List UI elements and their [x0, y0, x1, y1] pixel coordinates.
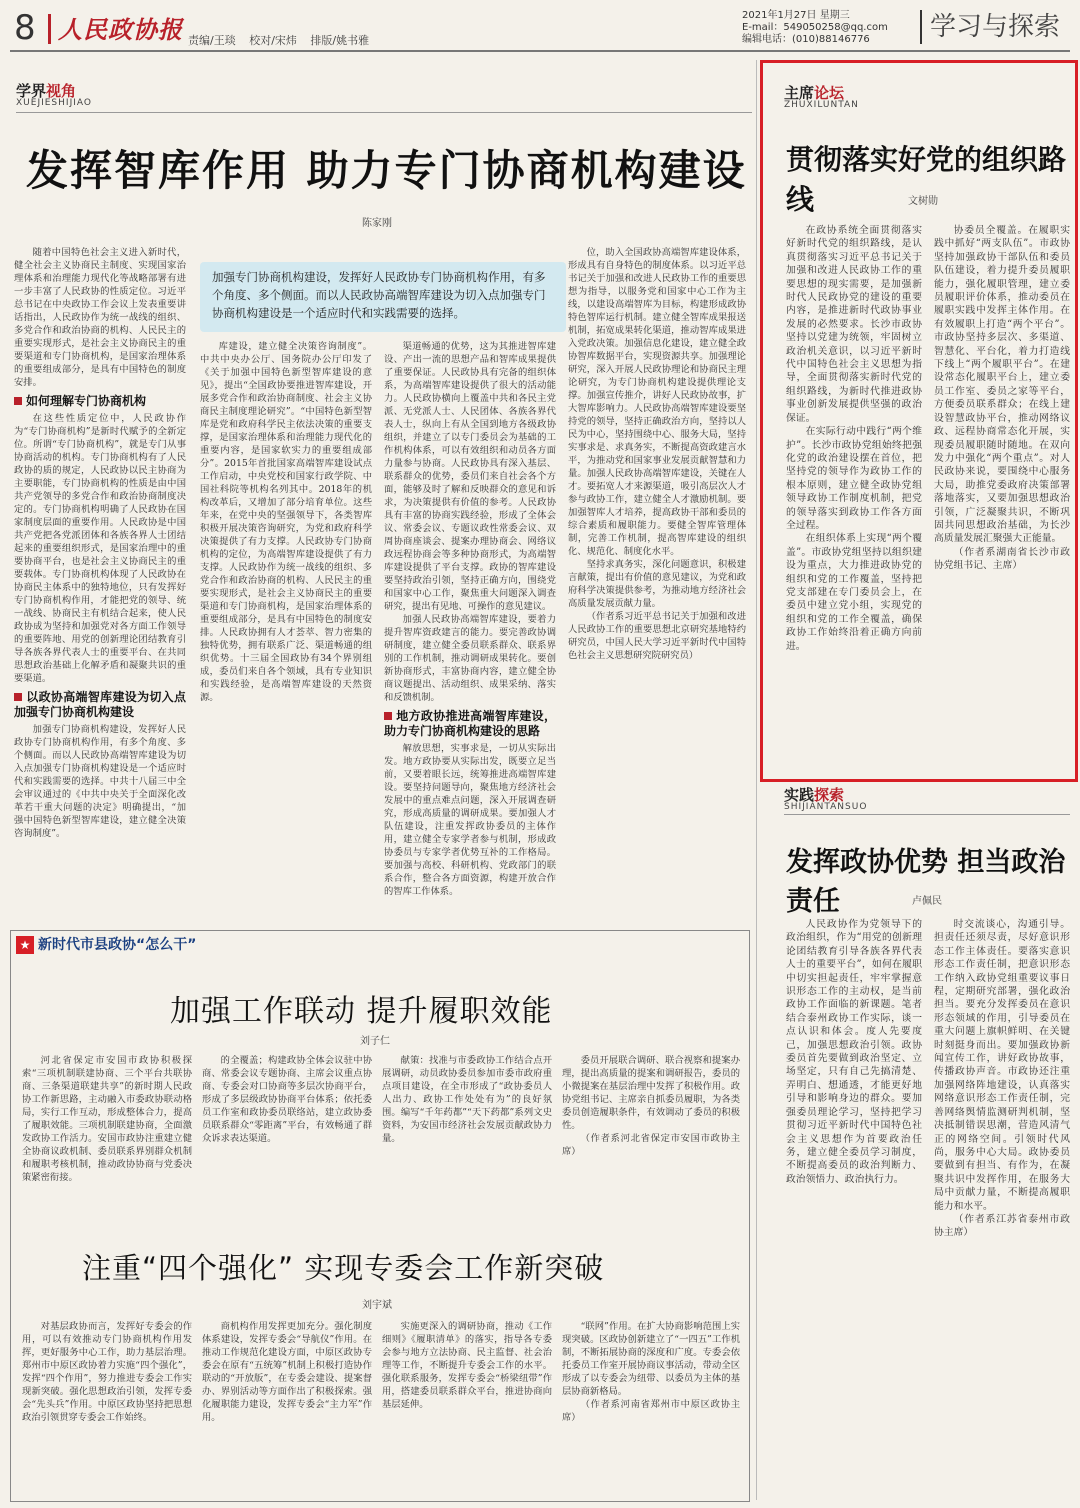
page-number: 8: [14, 8, 36, 48]
publication-date: 2021年1月27日 星期三: [742, 10, 850, 21]
article-byline: 刘宇斌: [362, 1300, 392, 1311]
paragraph: 协委员全覆盖。在履职实践中抓好“两支队伍”。市政协坚持加强政协干部队伍和委员队伍建设，着力提升委员履职能力，强化履职管理，建立委员履职评价体系，推动委员在履职实践中发挥主体作用。在有效履职上打造“两个平台”。市政协坚持多层次、多渠道、智慧化、平台化，着力打造线下线上“两个履职平台”。在建设常态化履职平台上，建立委员工作室、委员之家等平台，方便委员联系群众；在线上建设智慧政协平台，推动网络议政、远程协商常态化开展，实现委员履职随时随地。在双向发力中强化“两个重点”。对人民政协来说，要围绕中心服务大局，助推党委政府决策部署落地落实，又要加强思想政治引领，广泛凝聚共识，不断巩固共同思想政治基础，为长沙高质量发展汇聚强大正能量。: [934, 225, 1070, 545]
bullet-square-icon: [384, 712, 392, 720]
article-headline: 发挥智库作用 助力专门协商机构建设: [26, 146, 747, 195]
article-column: [14, 246, 186, 906]
flag-icon: ★: [16, 936, 34, 954]
article-headline: 贯彻落实好党的组织路线: [786, 143, 1067, 216]
paragraph: 在这些性质定位中，人民政协作为“专门协商机构”是新时代赋予的全新定位。所谓“专门协商机构”，就是专门从事协商活动的机构。专门协商机构有了人民政协的质的规定，人民政协以民主协商为主要职能，专门协商机构的性质是由中国共产党领导的多党合作和政治协商制度决定的。专门协商机构明确了人民政协在国家制度层面的重要作用。人民政协是中国共产党把各党派团体和各族各界人士团结起来的重要组织形式，是国家治理中的重要协商平台，也是社会主义协商民主的重要载体。专门协商机构体现了人民政协在协商民主体系中的独特地位，只有发挥好专门协商机构作用，才能把党的领导、统一战线、协商民主有机结合起来，使人民政协成为坚持和加强党对各方面工作领导的重要阵地、用党的创新理论团结教育引导各族各界代表人士的重要平台、在共同思想政治基础上化解矛盾和凝聚共识的重要渠道。: [14, 413, 186, 684]
author-note: （作者系湖南省长沙市政协党组书记、主席）: [934, 546, 1070, 572]
subheading: 以政协高端智库建设为切入点加强专门协商机构建设: [14, 690, 186, 719]
article-column: [934, 918, 1070, 1502]
author-note: （作者系河北省保定市安国市政协主席）: [562, 1133, 740, 1157]
article-byline: 卢佩民: [912, 896, 942, 907]
publication-info: [742, 10, 888, 46]
masthead-rule: [10, 50, 1070, 52]
section-rule: [16, 112, 752, 113]
article-headline: 注重“四个强化” 实现专委会工作新突破: [82, 1251, 605, 1285]
contact-email: E-mail：549050258@qq.com: [742, 22, 888, 33]
paragraph: 解放思想，实事求是，一切从实际出发。地方政协要从实际出发，既要立足当前，又要着眼长远，统筹推进高端智库建设。要坚持问题导向，聚焦地方经济社会发展中的重点难点问题，深入开展调查研究，形成高质量的调研成果。要加强人才队伍建设，注重发挥政协委员的主体作用，建立健全专家学者参与机制，形成政协委员与专家学者优势互补的工作格局。要加强与高校、科研机构、党政部门的联系合作，整合各方面资源，构建开放合作的智库工作体系。: [384, 743, 556, 897]
section-pinyin-shijian: SHIJIANTANSUO: [784, 802, 868, 812]
bullet-square-icon: [14, 397, 22, 405]
article-byline: 陈家刚: [362, 218, 392, 229]
paragraph: 献策：找准与市委政协工作结合点开展调研，动员政协委员参加市委市政府重点项目建设，在全市形成了“政协委员人人出力、政协工作处处有为”的良好氛围。编写“千年药都”“天下药都”系列文史资料，为安国市经济社会发展贡献政协力量。: [382, 1055, 552, 1144]
section-label-zhuxi: 主席论坛: [784, 84, 845, 102]
article-byline: 文树勋: [908, 196, 938, 207]
paragraph: 渠道畅通的优势，这为其推进智库建设、产出一流的思想产品和智库成果提供了重要保证。人民政协具有完备的组织体系，为高端智库建设提供了很大的活动能力。人民政协横向上覆盖中共和各民主党派、无党派人士、人民团体、各族各界代表人士，纵向上有从全国到地方各级政协组织，并建立了以专门委员会为基础的工作机构体系，可以有效组织和动员各方面力量参与协商。人民政协具有深入基层、联系群众的优势，委员们来自社会各个方面，能够及时了解和反映群众的意见和诉求，为决策提供有价值的参考。人民政协具有丰富的协商实践经验，形成了全体会议、常委会议、专题议政性常委会议、双周协商座谈会、提案办理协商会、网络议政远程协商会等多种协商形式，为高端智库建设提供了平台支撑。政协的智库建设要坚持政治引领，坚持正确方向，围绕党和国家中心工作，聚焦重大问题深入调查研究，提出有见地、可操作的意见建议。: [384, 341, 556, 612]
paragraph: 委员开展联合调研、联合视察和提案办理，提出高质量的提案和调研报告，委员的小微提案在基层治理中发挥了积极作用。政协党组书记、主席亲自抓委员履职，为各类委员创造履职条件，有效调动了委员的积极性。: [562, 1055, 740, 1131]
section-rule: [784, 814, 1070, 815]
article-headline: 发挥政协优势 担当政治责任: [786, 847, 1066, 917]
paragraph: 坚持求真务实，深化问题意识，积极建言献策，提出有价值的意见建议，为党和政府科学决策提供参考，为推动地方经济社会高质量发展贡献力量。: [568, 559, 746, 609]
paragraph: 人民政协作为党领导下的政治组织，作为“用党的创新理论团结教育引导各族各界代表人士的重要平台”，如何在履职中切实担起责任，牢牢掌握意识形态工作的主动权，是当前政协工作面临的新课题。笔者结合泰州政协工作实际，谈一点认识和体会。度人先要度己，加强思想政治引领。政协委员首先要做到政治坚定、立场坚定，只有自己先搞清楚、弄明白、想通透，才能更好地引导和影响身边的群众。要加强委员理论学习，坚持把学习贯彻习近平新时代中国特色社会主义思想作为首要政治任务，建立健全委员学习制度，不断提高委员的政治判断力、政治领悟力、政治执行力。: [786, 919, 922, 1185]
paragraph: 加强专门协商机构建设，发挥好人民政协专门协商机构作用，有多个角度、多个侧面。而以人民政协高端智库建设为切入点加强专门协商机构建设是一个适应时代和实践需要的选择。中共十八届三中全会审议通过的《中共中央关于全面深化改革若干重大问题的决定》明确提出，“加强中国特色新型智库建设，建立健全决策咨询制度”。: [14, 724, 186, 839]
bullet-square-icon: [14, 693, 22, 701]
paragraph: “联网”作用。在扩大协商影响范围上实现突破。区政协创新建立了“一四五”工作机制，不断拓展协商的深度和广度。专委会依托委员工作室开展协商议事活动，带动全区形成了以专委会为纽带、以委员为主体的基层协商新格局。: [562, 1321, 740, 1397]
article-column: [202, 1054, 372, 1222]
paragraph: 随着中国特色社会主义进入新时代，健全社会主义协商民主制度、实现国家治理体系和治理能力现代化等战略部署有进一步丰富了人民政协的性质定位。习近平总书记在中央政协工作会议上发表重要讲话指出，人民政协作为统一战线的组织、多党合作和政治协商的机构、人民民主的重要实现形式，是社会主义协商民主的重要渠道和专门协商机构，是国家治理体系的重要组成部分，是具有中国特色的制度安排。: [14, 247, 186, 388]
paragraph: 在组织体系上实现“两个覆盖”。市政协党组坚持以组织建设为重点，大力推进政协党的组织和党的工作覆盖，坚持把党支部建在专门委员会上，在委员中建立党小组，实现党的组织和党的工作全覆盖，确保政协工作始终沿着正确方向前进。: [786, 533, 922, 652]
paragraph: 的全覆盖；构建政协全体会议驻中协商、常委会议专题协商、主席会议重点协商、专委会对口协商等多层次协商平台，形成了多层级政协协商平台体系；依托委员工作室和政协委员联络站，建立政协委员联系群众“零距离”平台，有效畅通了群众诉求表达渠道。: [202, 1055, 372, 1144]
paragraph: 位，助入全国政协高端智库建设体系，形成具有自身特色的制度体系。以习近平总书记关于加强和改进人民政协工作的重要思想为指导，以服务党和国家中心工作为主线，以建设高端智库为目标，构建形成政协特色智库运行机制。建立健全智库成果报送机制，拓宽成果转化渠道，推动智库成果进入党政决策。加强信息化建设，建立健全政协智库数据平台，实现资源共享。加强理论研究，深入开展人民政协理论和协商民主理论研究，为专门协商机构建设提供理论支撑。加强宣传推介，讲好人民政协故事，扩大智库影响力。人民政协高端智库建设要坚持党的领导，坚持正确政治方向，坚持以人民为中心，坚持围绕中心、服务大局，坚持实事求是、求真务实，不断提高资政建言水平，为推动党和国家事业发展贡献智慧和力量。加强人民政协高端智库建设，关键在人才。要拓宽人才来源渠道，吸引高层次人才参与政协工作，建立健全人才激励机制。要加强智库人才培养，提高政协干部和委员的综合素质和履职能力。要健全智库管理体制，完善工作机制，提高智库建设的组织化、规范化、制度化水平。: [568, 247, 746, 557]
subheading: 地方政协推进高端智库建设，助力专门协商机构建设的思路: [384, 709, 556, 738]
article-column: [200, 340, 372, 906]
section-title: 学习与探索: [920, 10, 1070, 44]
article-column: [384, 340, 556, 906]
column-divider: [756, 60, 757, 1500]
contact-phone: 编辑电话：(010)88146776: [742, 34, 870, 45]
feature-banner: ★ 新时代市县政协“怎么干”: [16, 934, 196, 958]
newspaper-logo: 人民政协报: [58, 15, 183, 44]
subheading: 如何理解专门协商机构: [14, 394, 186, 409]
article-column: [934, 224, 1070, 760]
author-note: （作者系习近平总书记关于加强和改进人民政协工作的重要思想北京研究基地特约研究员，中国人民大学习近平新时代中国特色社会主义思想研究院研究员）: [568, 611, 746, 661]
article-column: [562, 1054, 740, 1222]
article-column: [382, 1054, 552, 1222]
paragraph: 在实际行动中践行“两个维护”。长沙市政协党组始终把强化党的政治建设摆在首位，把坚持党的领导作为政协工作的根本原则，建立健全政协党组领导政协工作制度机制，把党的领导落实到政协工作各方面全过程。: [786, 426, 922, 531]
article-column: [22, 1320, 192, 1496]
article-column: [202, 1320, 372, 1496]
article-headline: 加强工作联动 提升履职效能: [170, 994, 553, 1029]
paragraph: 对基层政协而言，发挥好专委会的作用，可以有效推动专门协商机构作用发挥，更好服务中心工作，助力基层治理。郑州市中原区政协着力实施“四个强化”，发挥“四个作用”，努力推进专委会工作实现新突破。强化思想政治引领，发挥专委会“先头兵”作用。中原区政协坚持把思想政治引领贯穿专委会工作始终。: [22, 1321, 192, 1423]
section-label-xuejie: 学界视角: [16, 82, 77, 100]
paragraph: 实施更深入的调研协商，推动《工作细则》《履职清单》的落实，指导各专委会参与地方立法协商、民主监督、社会治理等工作，不断提升专委会工作的水平。强化联系服务，发挥专委会“桥梁纽带”作用，搭建委员联系群众平台，推进协商向基层延伸。: [382, 1321, 552, 1410]
author-note: （作者系河南省郑州市中原区政协主席）: [562, 1399, 740, 1423]
article-column: [562, 1320, 740, 1496]
article-byline: 刘子仁: [360, 1036, 390, 1047]
paragraph: 时交流谈心，沟通引导。担责任还须尽责，尽好意识形态工作主体责任。要落实意识形态工作责任制，把意识形态工作纳入政协党组重要议事日程，定期研究部署，强化政治担当。要充分发挥委员在意识形态领域的作用，引导委员在重大问题上旗帜鲜明、在关键时刻挺身而出。要加强政协新闻宣传工作，讲好政协故事，传播政协声音。市政协还注重加强网络阵地建设，认真落实网络意识形态工作责任制，完善网络舆情监测研判机制，坚决抵制错误思潮，营造风清气正的网络空间。引领时代风尚，服务中心大局。政协委员要做到有担当、有作为，在凝聚共识中发挥作用，在服务大局中贡献力量，不断提高履职能力和水平。: [934, 919, 1070, 1212]
section-pinyin-zhuxi: ZHUXILUNTAN: [784, 100, 859, 110]
paragraph: 加强人民政协高端智库建设，要着力提升智库资政建言的能力。要完善政协调研制度，建立健全委员联系群众、联系界别的工作机制，推动调研成果转化。要创新协商形式，丰富协商内容，建立健全协商议题提出、活动组织、成果采纳、落实和反馈机制。: [384, 614, 556, 703]
article-column: [22, 1054, 192, 1222]
paragraph: 在政协系统全面贯彻落实好新时代党的组织路线，是认真贯彻落实习近平总书记关于加强和改进人民政协工作的重要思想的现实需要，是加强新时代人民政协党的建设的重要内容，是推进新时代政协事业发展的必然要求。长沙市政协坚持以党建为统领，牢固树立政治机关意识，以习近平新时代中国特色社会主义思想为指导，全面贯彻落实新时代党的组织路线，为新时代推进政协事业创新发展提供坚强的政治保证。: [786, 225, 922, 424]
article-column: [786, 918, 922, 1502]
paragraph: 商机构作用发挥更加充分。强化制度体系建设，发挥专委会“导航仪”作用。在推动工作规范化建设方面，中原区政协专委会在原有“五统筹”机制上积极打造协作联动的“开放版”，在专委会建设、提案督办、界别活动等方面作出了积极探索。强化履职能力建设，发挥专委会“主力军”作用。: [202, 1321, 372, 1423]
section-label-shijian: 实践探索: [784, 786, 845, 804]
article-column: [786, 224, 922, 760]
paragraph: 河北省保定市安国市政协积极探索“三项机制联建协商、三个平台共联协商、三条渠道联建共享”的新时期人民政协工作新思路，主动融入市委政协联动格局，实行工作互动，形成整体合力，提高了履职效能。三项机制联建协商，全面激发政协工作活力。安国市政协注重建立健全协商议政机制、委员联系界别群众机制和履职考核机制，推动政协协商与党委决策紧密衔接。: [22, 1055, 192, 1183]
article-column: [568, 246, 746, 906]
editor-credits: 责编/王琰 校对/宋炜 排版/姚书雅: [188, 34, 370, 47]
section-pinyin-xuejie: XUEJIESHIJIAO: [16, 98, 92, 108]
paragraph: 库建设，建立健全决策咨询制度”。中共中央办公厅、国务院办公厅印发了《关于加强中国特色新型智库建设的意见》，提出“全国政协要推进智库建设，开展多党合作和政治协商制度、社会主义协商民主制度理论研究”。“中国特色新型智库是党和政府科学民主依法决策的重要支撑，是国家治理体系和治理能力现代化的重要内容，是国家软实力的重要组成部分”。2015年首批国家高端智库建设试点工作启动，中央党校和国家行政学院、中国社科院等机构名列其中。2018年的机构改革后，又增加了部分培育单位。这些年来，在党中央的坚强领导下，各类智库积极开展决策咨询研究，为党和政府科学决策提供了有力支撑。人民政协专门协商机构的定位，为高端智库建设提供了有力支撑。人民政协作为统一战线的组织、多党合作和政治协商的机构、人民民主的重要实现形式，是社会主义协商民主的重要渠道和专门协商机构，是国家治理体系的重要组成部分，是具有中国特色的制度安排。人民政协拥有人才荟萃、智力密集的独特优势，拥有联系广泛、渠道畅通的组织优势。十三届全国政协有34个界别组成，委员们来自各个领域，具有专业知识和实践经验，是高端智库建设的天然资源。: [200, 341, 372, 703]
page-number-divider: [48, 14, 51, 44]
author-note: （作者系江苏省泰州市政协主席）: [934, 1213, 1070, 1239]
article-column: [382, 1320, 552, 1496]
lead-summary-box: 加强专门协商机构建设，发挥好人民政协专门协商机构作用，有多个角度、多个侧面。而以人民政协高端智库建设为切入点加强专门协商机构建设是一个适应时代和实践需要的选择。: [200, 262, 566, 332]
